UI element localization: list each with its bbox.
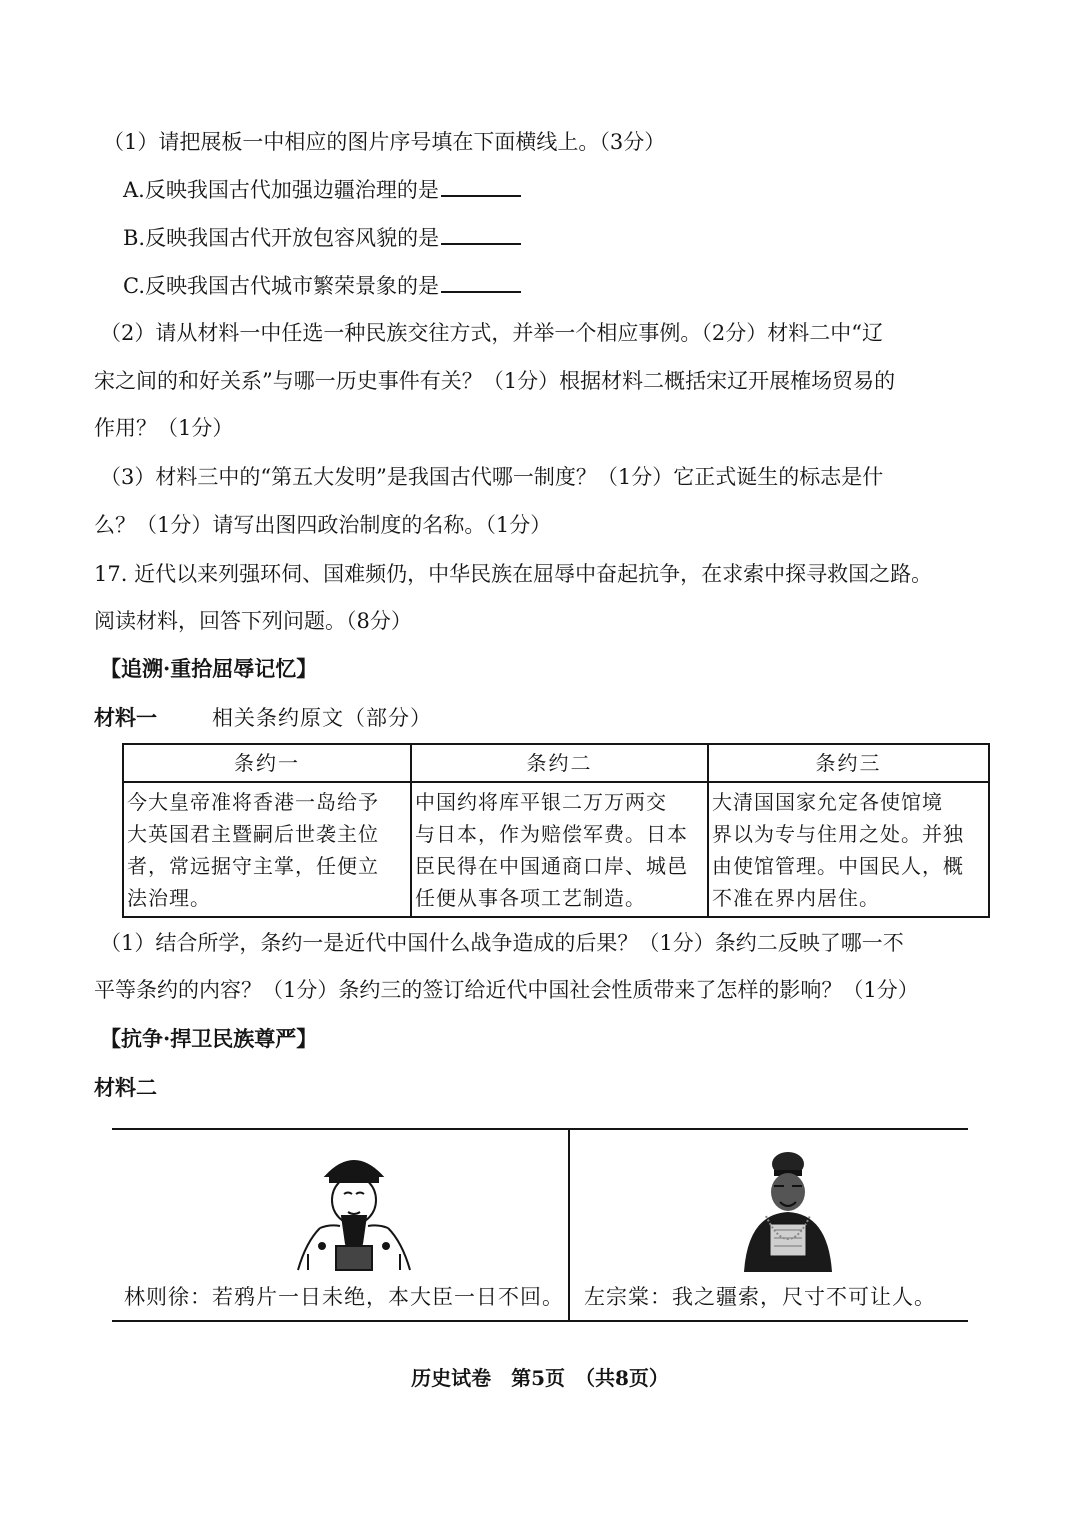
treaty-3-line: 不准在界内居住。 — [712, 886, 880, 910]
q17-part1-line2: 平等条约的内容？（1分）条约三的签订给近代中国社会性质带来了怎样的影响？（1分） — [94, 978, 919, 1002]
section-title-humiliation: 【追溯·重拾屈辱记忆】 — [100, 656, 318, 681]
treaty-header-2: 条约二 — [411, 744, 708, 782]
q16-part1-c — [123, 269, 521, 301]
answer-blank-a[interactable] — [441, 173, 521, 197]
q16-part3-line1: （3）材料三中的“第五大发明”是我国古代哪一制度？（1分）它正式诞生的标志是什 — [100, 465, 884, 489]
lin-zexu-portrait — [290, 1146, 418, 1274]
q17-stem-line2: 阅读材料，回答下列问题。（8分） — [94, 609, 412, 633]
material1-label: 材料一 — [94, 705, 157, 730]
q16-part1-a-text: A.反映我国古代加强边疆治理的是 — [123, 178, 439, 202]
treaty-2-line: 中国约将库平银二万万两交 — [415, 790, 667, 814]
q16-part2-line3: 作用？（1分） — [94, 416, 234, 440]
q16-part1-b-text: B.反映我国古代开放包容风貌的是 — [123, 226, 440, 250]
material1-title: 相关条约原文（部分） — [212, 706, 432, 730]
treaty-1-line: 法治理。 — [127, 886, 211, 910]
material2-label: 材料二 — [94, 1075, 157, 1100]
treaty-table — [122, 743, 990, 918]
treaty-1-line: 大英国君主暨嗣后世袭主位 — [127, 822, 379, 846]
q16-part1-b — [123, 221, 521, 253]
treaty-1-text — [123, 782, 411, 917]
section-title-resistance: 【抗争·捍卫民族尊严】 — [100, 1026, 318, 1051]
material2-bottom-rule — [112, 1320, 968, 1322]
q17-stem-line1: 17. 近代以来列强环伺、国难频仍，中华民族在屈辱中奋起抗争，在求索中探寻救国之路。 — [94, 562, 933, 586]
answer-blank-c[interactable] — [441, 269, 521, 293]
answer-blank-b[interactable] — [441, 221, 521, 245]
zuo-zongtang-portrait — [726, 1150, 850, 1272]
caption-lin-zexu: 林则徐：若鸦片一日未绝，本大臣一日不回。 — [124, 1285, 564, 1309]
caption-zuo-zongtang: 左宗棠：我之疆索，尺寸不可让人。 — [584, 1285, 936, 1309]
treaty-header-1: 条约一 — [123, 744, 411, 782]
q16-part1-intro: （1）请把展板一中相应的图片序号填在下面横线上。（3分） — [103, 130, 666, 154]
q16-part2-line2: 宋之间的和好关系”与哪一历史事件有关？（1分）根据材料二概括宋辽开展榷场贸易的 — [94, 369, 896, 393]
q16-part1-c-text: C.反映我国古代城市繁荣景象的是 — [123, 274, 439, 298]
q16-part2-line1: （2）请从材料一中任选一种民族交往方式，并举一个相应事例。（2分）材料二中“辽 — [100, 321, 883, 345]
treaty-3-line: 由使馆管理。中国民人，概 — [712, 854, 964, 878]
treaty-3-line: 大清国国家允定各使馆境 — [712, 790, 943, 814]
treaty-1-line: 今大皇帝准将香港一岛给予 — [127, 790, 379, 814]
material2-divider — [568, 1128, 570, 1320]
treaty-3-line: 界以为专与住用之处。并独 — [712, 822, 964, 846]
q16-part3-line2: 么？（1分）请写出图四政治制度的名称。（1分） — [94, 513, 552, 537]
treaty-2-text — [411, 782, 708, 917]
q16-part1-a — [123, 173, 521, 205]
treaty-3-text — [708, 782, 989, 917]
treaty-2-line: 与日本，作为赔偿军费。日本 — [415, 822, 688, 846]
material2-top-rule — [112, 1128, 968, 1130]
treaty-table-header-row — [123, 744, 989, 782]
q17-part1-line1: （1）结合所学，条约一是近代中国什么战争造成的后果？（1分）条约二反映了哪一不 — [100, 931, 904, 955]
page-footer: 历史试卷 第5页 （共8页） — [411, 1366, 669, 1390]
treaty-2-line: 臣民得在中国通商口岸、城邑 — [415, 854, 688, 878]
treaty-header-3: 条约三 — [708, 744, 989, 782]
table-row — [123, 782, 989, 917]
treaty-1-line: 者，常远据守主掌，任便立 — [127, 854, 379, 878]
treaty-2-line: 任便从事各项工艺制造。 — [415, 886, 646, 910]
